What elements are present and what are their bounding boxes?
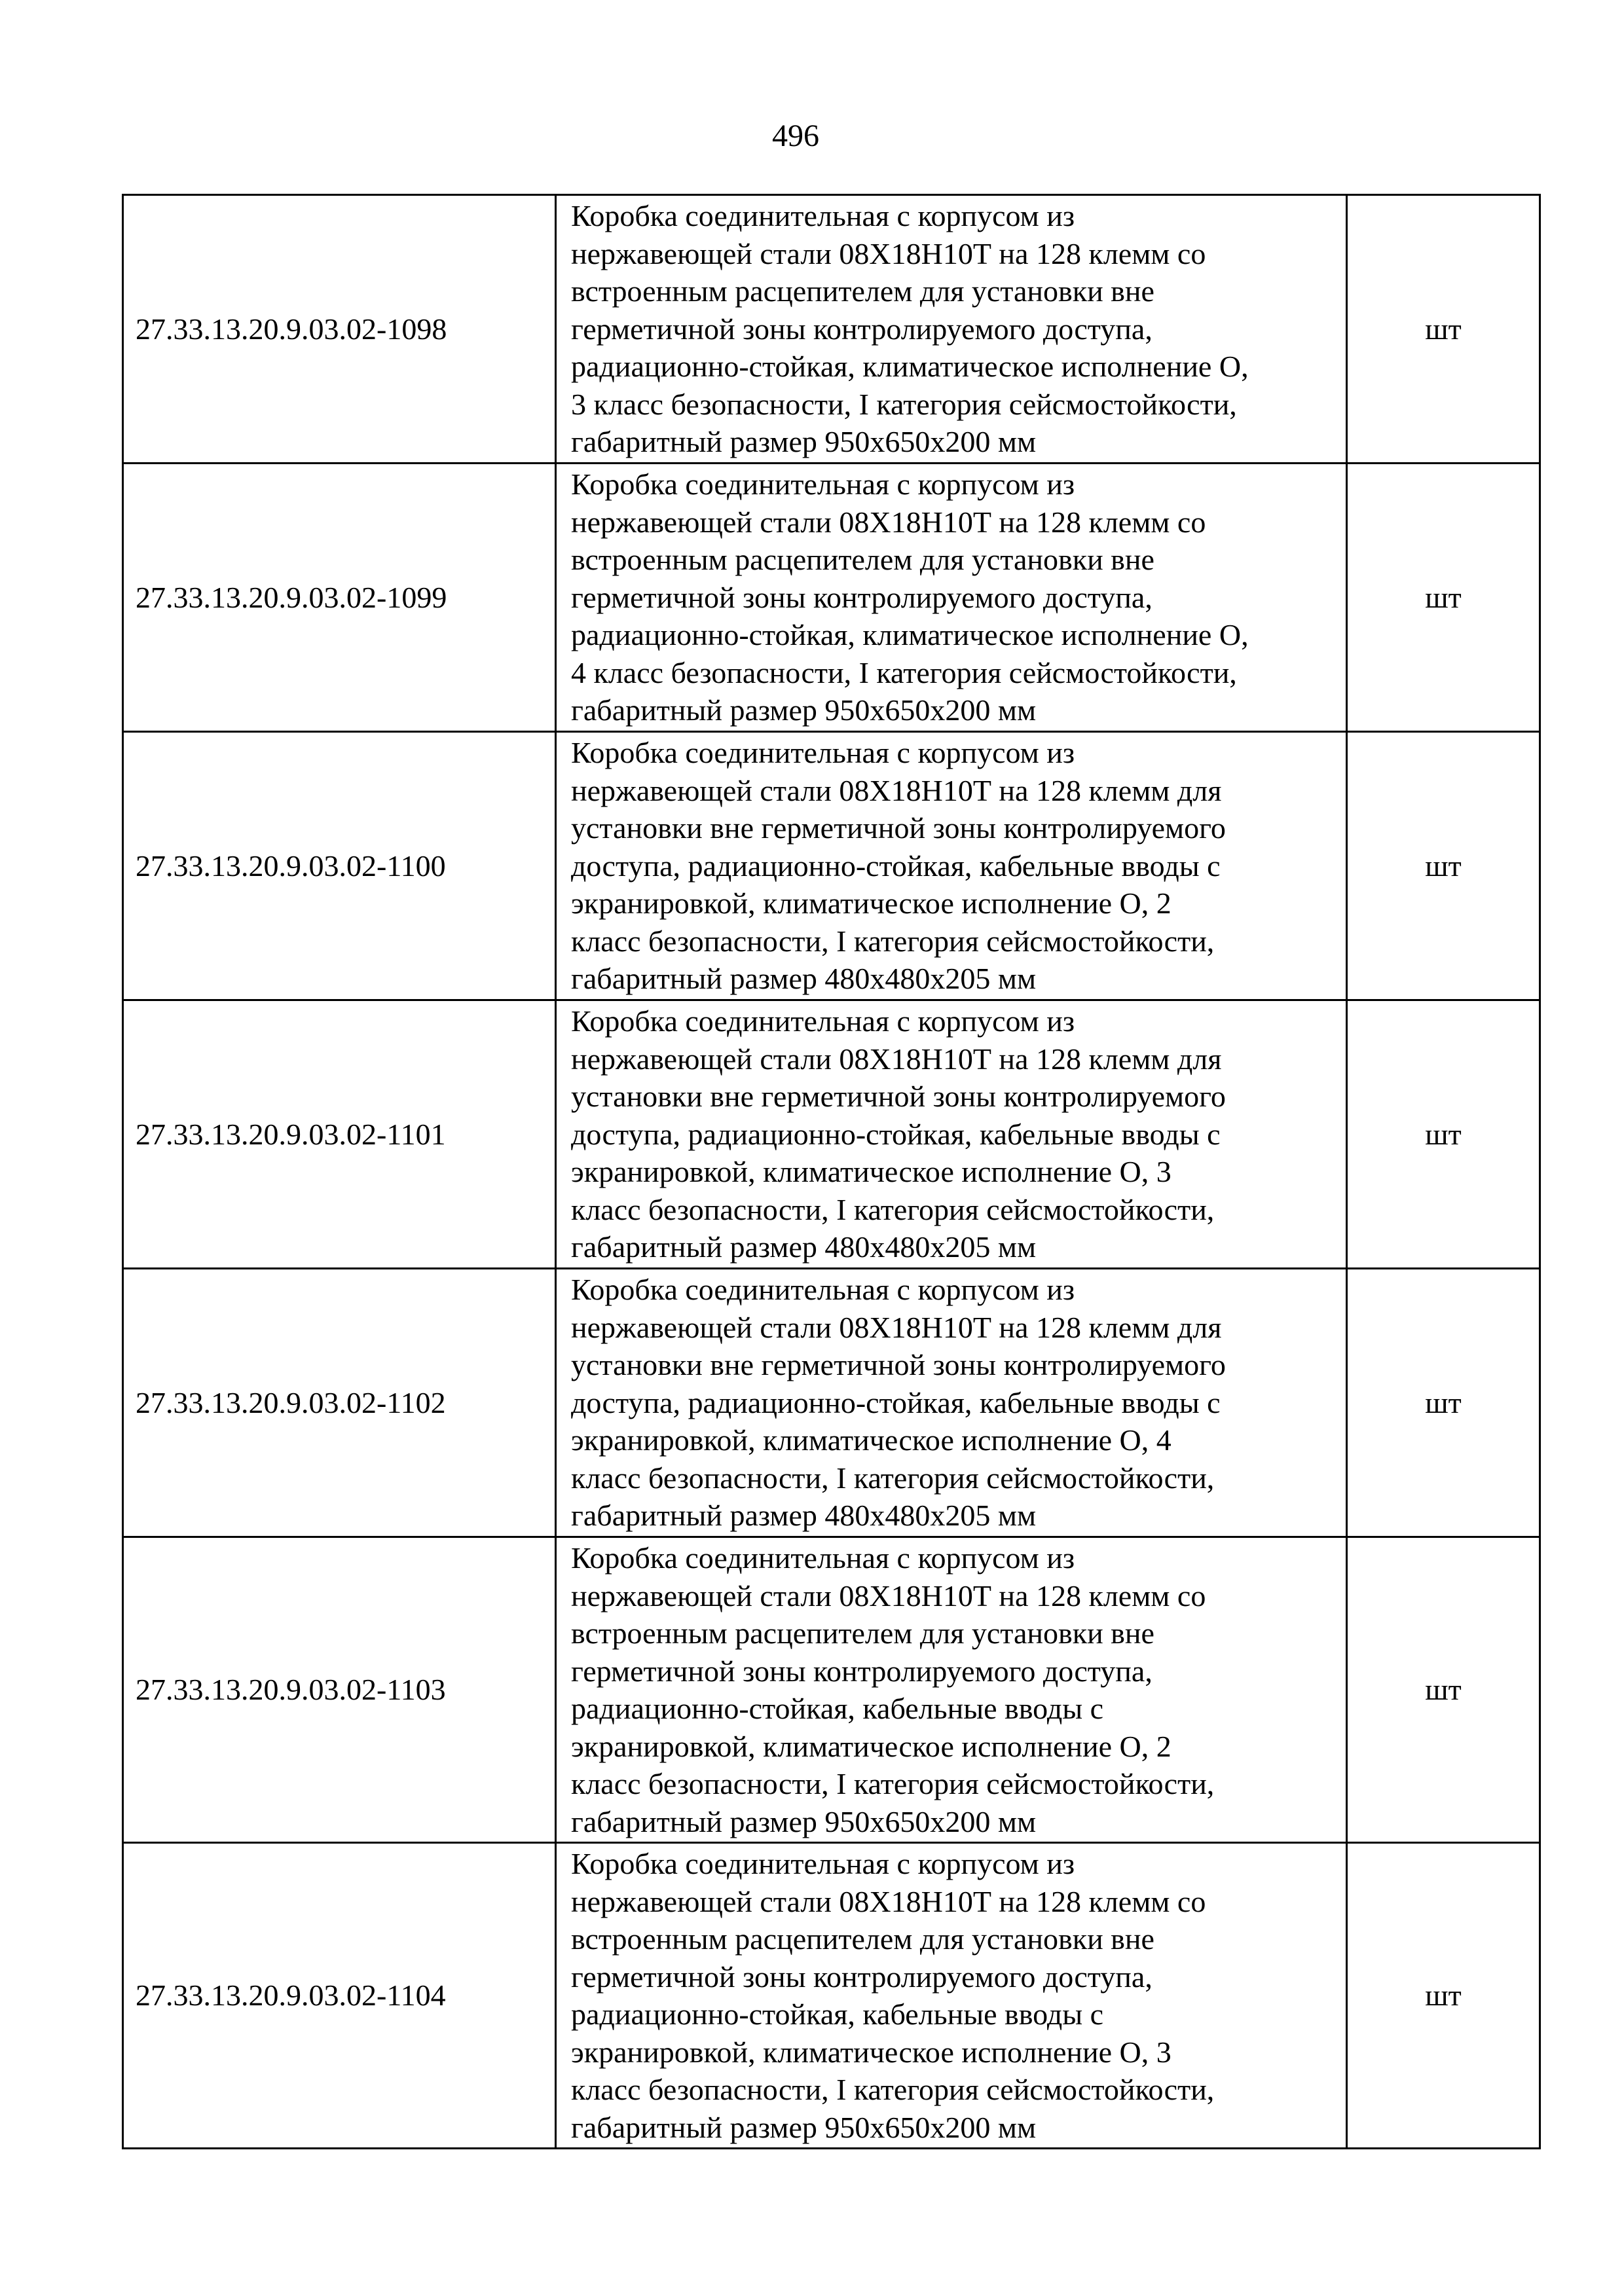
- item-description: Коробка соединительная с корпусом из нержавеющей стали 08Х18Н10Т на 128 клемм со встроенным расцепителем для установки вне герметичной зоны контролируемого доступа, радиационно-стойкая, климатическое исполнение О, 4 класс безопасности, I категория сейсмостойкости, габаритный размер 950х650х200 мм: [556, 464, 1347, 732]
- item-unit: шт: [1347, 732, 1540, 1000]
- item-description: Коробка соединительная с корпусом из нержавеющей стали 08Х18Н10Т на 128 клемм со встроенным расцепителем для установки вне герметичной зоны контролируемого доступа, радиационно-стойкая, климатическое исполнение О, 3 класс безопасности, I категория сейсмостойкости, габаритный размер 950х650х200 мм: [556, 195, 1347, 464]
- item-code: 27.33.13.20.9.03.02-1102: [123, 1269, 556, 1537]
- item-description: Коробка соединительная с корпусом из нержавеющей стали 08Х18Н10Т на 128 клемм для установки вне герметичной зоны контролируемого доступа, радиационно-стойкая, кабельные вводы с экранировкой, климатическое исполнение О, 2 класс безопасности, I категория сейсмостойкости, габаритный размер 480х480х205 мм: [556, 732, 1347, 1000]
- table-row: [123, 1000, 1540, 1269]
- item-code: 27.33.13.20.9.03.02-1104: [123, 1843, 556, 2149]
- item-description: Коробка соединительная с корпусом из нержавеющей стали 08Х18Н10Т на 128 клемм для установки вне герметичной зоны контролируемого доступа, радиационно-стойкая, кабельные вводы с экранировкой, климатическое исполнение О, 4 класс безопасности, I категория сейсмостойкости, габаритный размер 480х480х205 мм: [556, 1269, 1347, 1537]
- table-row: [123, 1843, 1540, 2149]
- item-unit: шт: [1347, 195, 1540, 464]
- item-unit: шт: [1347, 1269, 1540, 1537]
- item-description: Коробка соединительная с корпусом из нержавеющей стали 08Х18Н10Т на 128 клемм со встроенным расцепителем для установки вне герметичной зоны контролируемого доступа, радиационно-стойкая, кабельные вводы с экранировкой, климатическое исполнение О, 3 класс безопасности, I категория сейсмостойкости, габаритный размер 950х650х200 мм: [556, 1843, 1347, 2149]
- table-row: [123, 732, 1540, 1000]
- table-row: [123, 195, 1540, 464]
- table-row: [123, 1269, 1540, 1537]
- item-code: 27.33.13.20.9.03.02-1098: [123, 195, 556, 464]
- item-code: 27.33.13.20.9.03.02-1101: [123, 1000, 556, 1269]
- item-code: 27.33.13.20.9.03.02-1100: [123, 732, 556, 1000]
- item-unit: шт: [1347, 1843, 1540, 2149]
- item-code: 27.33.13.20.9.03.02-1103: [123, 1537, 556, 1843]
- page-number: 496: [772, 118, 819, 153]
- specification-table: [122, 194, 1541, 2149]
- item-description: Коробка соединительная с корпусом из нержавеющей стали 08Х18Н10Т на 128 клемм для установки вне герметичной зоны контролируемого доступа, радиационно-стойкая, кабельные вводы с экранировкой, климатическое исполнение О, 3 класс безопасности, I категория сейсмостойкости, габаритный размер 480х480х205 мм: [556, 1000, 1347, 1269]
- item-code: 27.33.13.20.9.03.02-1099: [123, 464, 556, 732]
- table-row: [123, 464, 1540, 732]
- item-unit: шт: [1347, 1000, 1540, 1269]
- table-row: [123, 1537, 1540, 1843]
- item-unit: шт: [1347, 1537, 1540, 1843]
- item-description: Коробка соединительная с корпусом из нержавеющей стали 08Х18Н10Т на 128 клемм со встроенным расцепителем для установки вне герметичной зоны контролируемого доступа, радиационно-стойкая, кабельные вводы с экранировкой, климатическое исполнение О, 2 класс безопасности, I категория сейсмостойкости, габаритный размер 950х650х200 мм: [556, 1537, 1347, 1843]
- item-unit: шт: [1347, 464, 1540, 732]
